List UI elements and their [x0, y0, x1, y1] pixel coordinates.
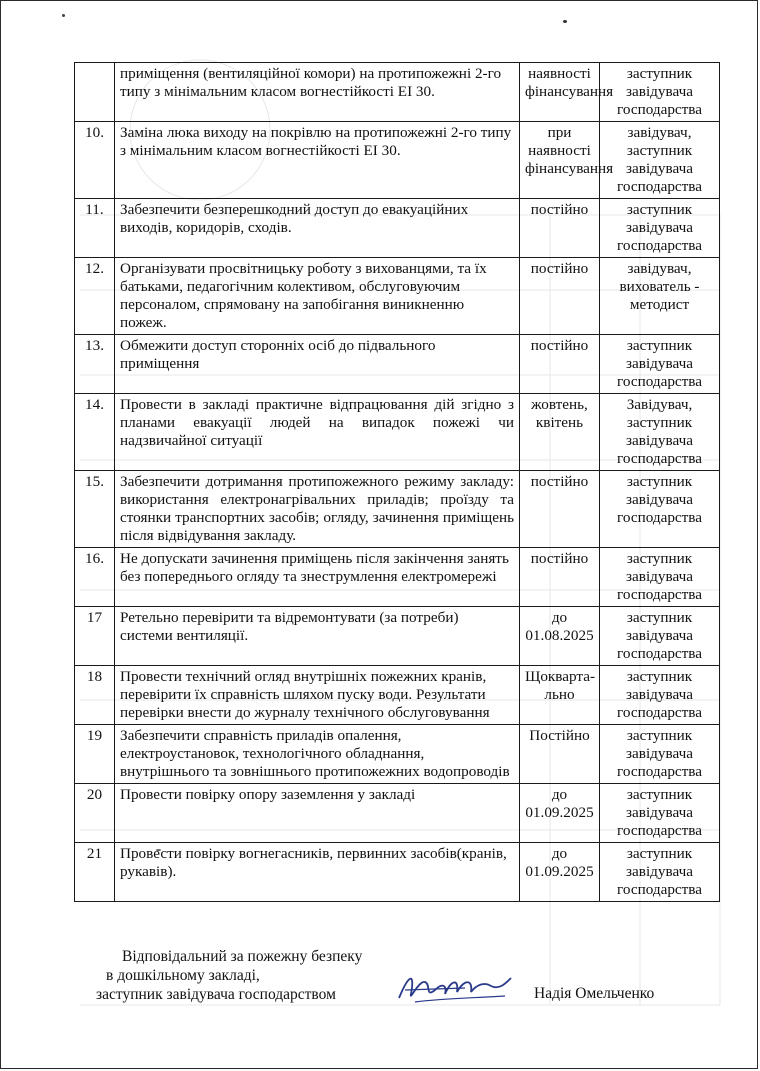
- responsible-title: Відповідальний за пожежну безпеку: [122, 948, 363, 965]
- scan-speck: [563, 20, 567, 23]
- row-number: 10.: [75, 122, 115, 199]
- row-responsible: заступник завідувача господарства: [600, 725, 720, 784]
- row-term: постійно: [520, 548, 600, 607]
- row-number: 12.: [75, 258, 115, 335]
- row-term: постійно: [520, 471, 600, 548]
- row-number: 15.: [75, 471, 115, 548]
- row-task: Заміна люка виходу на покрівлю на протипожежні 2-го типу з мінімальним класом вогнестійкості ЕІ 30.: [115, 122, 520, 199]
- row-responsible: заступник завідувача господарства: [600, 335, 720, 394]
- row-number: 13.: [75, 335, 115, 394]
- row-term: до 01.09.2025: [520, 784, 600, 843]
- responsible-institution: в дошкільному закладі,: [106, 967, 260, 984]
- table-row: [75, 258, 720, 335]
- table-row: [75, 63, 720, 122]
- row-responsible: заступник завідувача господарства: [600, 548, 720, 607]
- responsible-name: Надія Омельченко: [534, 985, 655, 1002]
- row-task: приміщення (вентиляційної комори) на протипожежні 2-го типу з мінімальним класом вогнестійкості ЕІ 30.: [115, 63, 520, 122]
- row-responsible: заступник завідувача господарства: [600, 843, 720, 902]
- row-term: постійно: [520, 199, 600, 258]
- row-responsible: заступник завідувача господарства: [600, 199, 720, 258]
- table-row: [75, 843, 720, 902]
- row-number: 21: [75, 843, 115, 902]
- table-row: [75, 335, 720, 394]
- row-task: Провести повірку вогнегасників, первинних засобів(кранів, рукавів).: [115, 843, 520, 902]
- scan-speck: [62, 14, 65, 17]
- row-term: до 01.09.2025: [520, 843, 600, 902]
- row-responsible: заступник завідувача господарства: [600, 666, 720, 725]
- row-responsible: завідувач, вихователь - методист: [600, 258, 720, 335]
- row-term: Щокварта-льно: [520, 666, 600, 725]
- row-responsible: заступник завідувача господарства: [600, 63, 720, 122]
- table-row: [75, 394, 720, 471]
- table-row: [75, 784, 720, 843]
- row-task: Провести технічний огляд внутрішніх пожежних кранів, перевірити їх справність шляхом пуску води. Результати перевірки внести до журналу технічного обслуговування: [115, 666, 520, 725]
- handwritten-signature: [395, 968, 515, 1006]
- table-row: [75, 122, 720, 199]
- row-responsible: заступник завідувача господарства: [600, 607, 720, 666]
- row-number: 11.: [75, 199, 115, 258]
- row-term: постійно: [520, 258, 600, 335]
- row-number: 14.: [75, 394, 115, 471]
- signature-block: [96, 947, 362, 1004]
- row-task: Ретельно перевірити та відремонтувати (за потреби) системи вентиляції.: [115, 607, 520, 666]
- row-term: наявності фінансування: [520, 63, 600, 122]
- row-number: 20: [75, 784, 115, 843]
- row-task: Організувати просвітницьку роботу з вихованцями, та їх батьками, педагогічним колективом, обслуговуючим персоналом, спрямовану на запобігання виникненню пожеж.: [115, 258, 520, 335]
- row-task: Обмежити доступ сторонніх осіб до підвального приміщення: [115, 335, 520, 394]
- row-term: при наявності фінансування: [520, 122, 600, 199]
- row-term: до 01.08.2025: [520, 607, 600, 666]
- row-term: Постійно: [520, 725, 600, 784]
- responsible-position: заступник завідувача господарством: [96, 986, 336, 1003]
- row-number: [75, 63, 115, 122]
- table-row: [75, 725, 720, 784]
- row-number: 18: [75, 666, 115, 725]
- row-responsible: заступник завідувача господарства: [600, 784, 720, 843]
- table-row: [75, 199, 720, 258]
- row-term: жовтень, квітень: [520, 394, 600, 471]
- row-responsible: завідувач, заступник завідувача господарства: [600, 122, 720, 199]
- table-row: [75, 607, 720, 666]
- row-number: 17: [75, 607, 115, 666]
- row-term: постійно: [520, 335, 600, 394]
- row-number: 16.: [75, 548, 115, 607]
- table-row: [75, 471, 720, 548]
- table-row: [75, 666, 720, 725]
- row-responsible: Завідувач, заступник завідувача господарства: [600, 394, 720, 471]
- table-row: [75, 548, 720, 607]
- row-task: Забезпечити справність приладів опалення, електроустановок, технологічного обладнання, внутрішнього та зовнішнього протипожежних водопроводів: [115, 725, 520, 784]
- row-task: Забезпечити безперешкодний доступ до евакуаційних виходів, коридорів, сходів.: [115, 199, 520, 258]
- row-task: Не допускати зачинення приміщень після закінчення занять без попереднього огляду та знеструмлення електромережі: [115, 548, 520, 607]
- row-task: Провести в закладі практичне відпрацювання дій згідно з планами евакуації людей на випадок пожежі чи надзвичайної ситуації: [115, 394, 520, 471]
- row-number: 19: [75, 725, 115, 784]
- row-task: Забезпечити дотримання протипожежного режиму закладу: використання електронагрівальних приладів; проїзду та стоянки транспортних засобів; огляду, зачинення приміщень після відвідування закладу.: [115, 471, 520, 548]
- row-responsible: заступник завідувача господарства: [600, 471, 720, 548]
- fire-safety-measures-table: [74, 62, 720, 902]
- row-task: Провести повірку опору заземлення у закладі: [115, 784, 520, 843]
